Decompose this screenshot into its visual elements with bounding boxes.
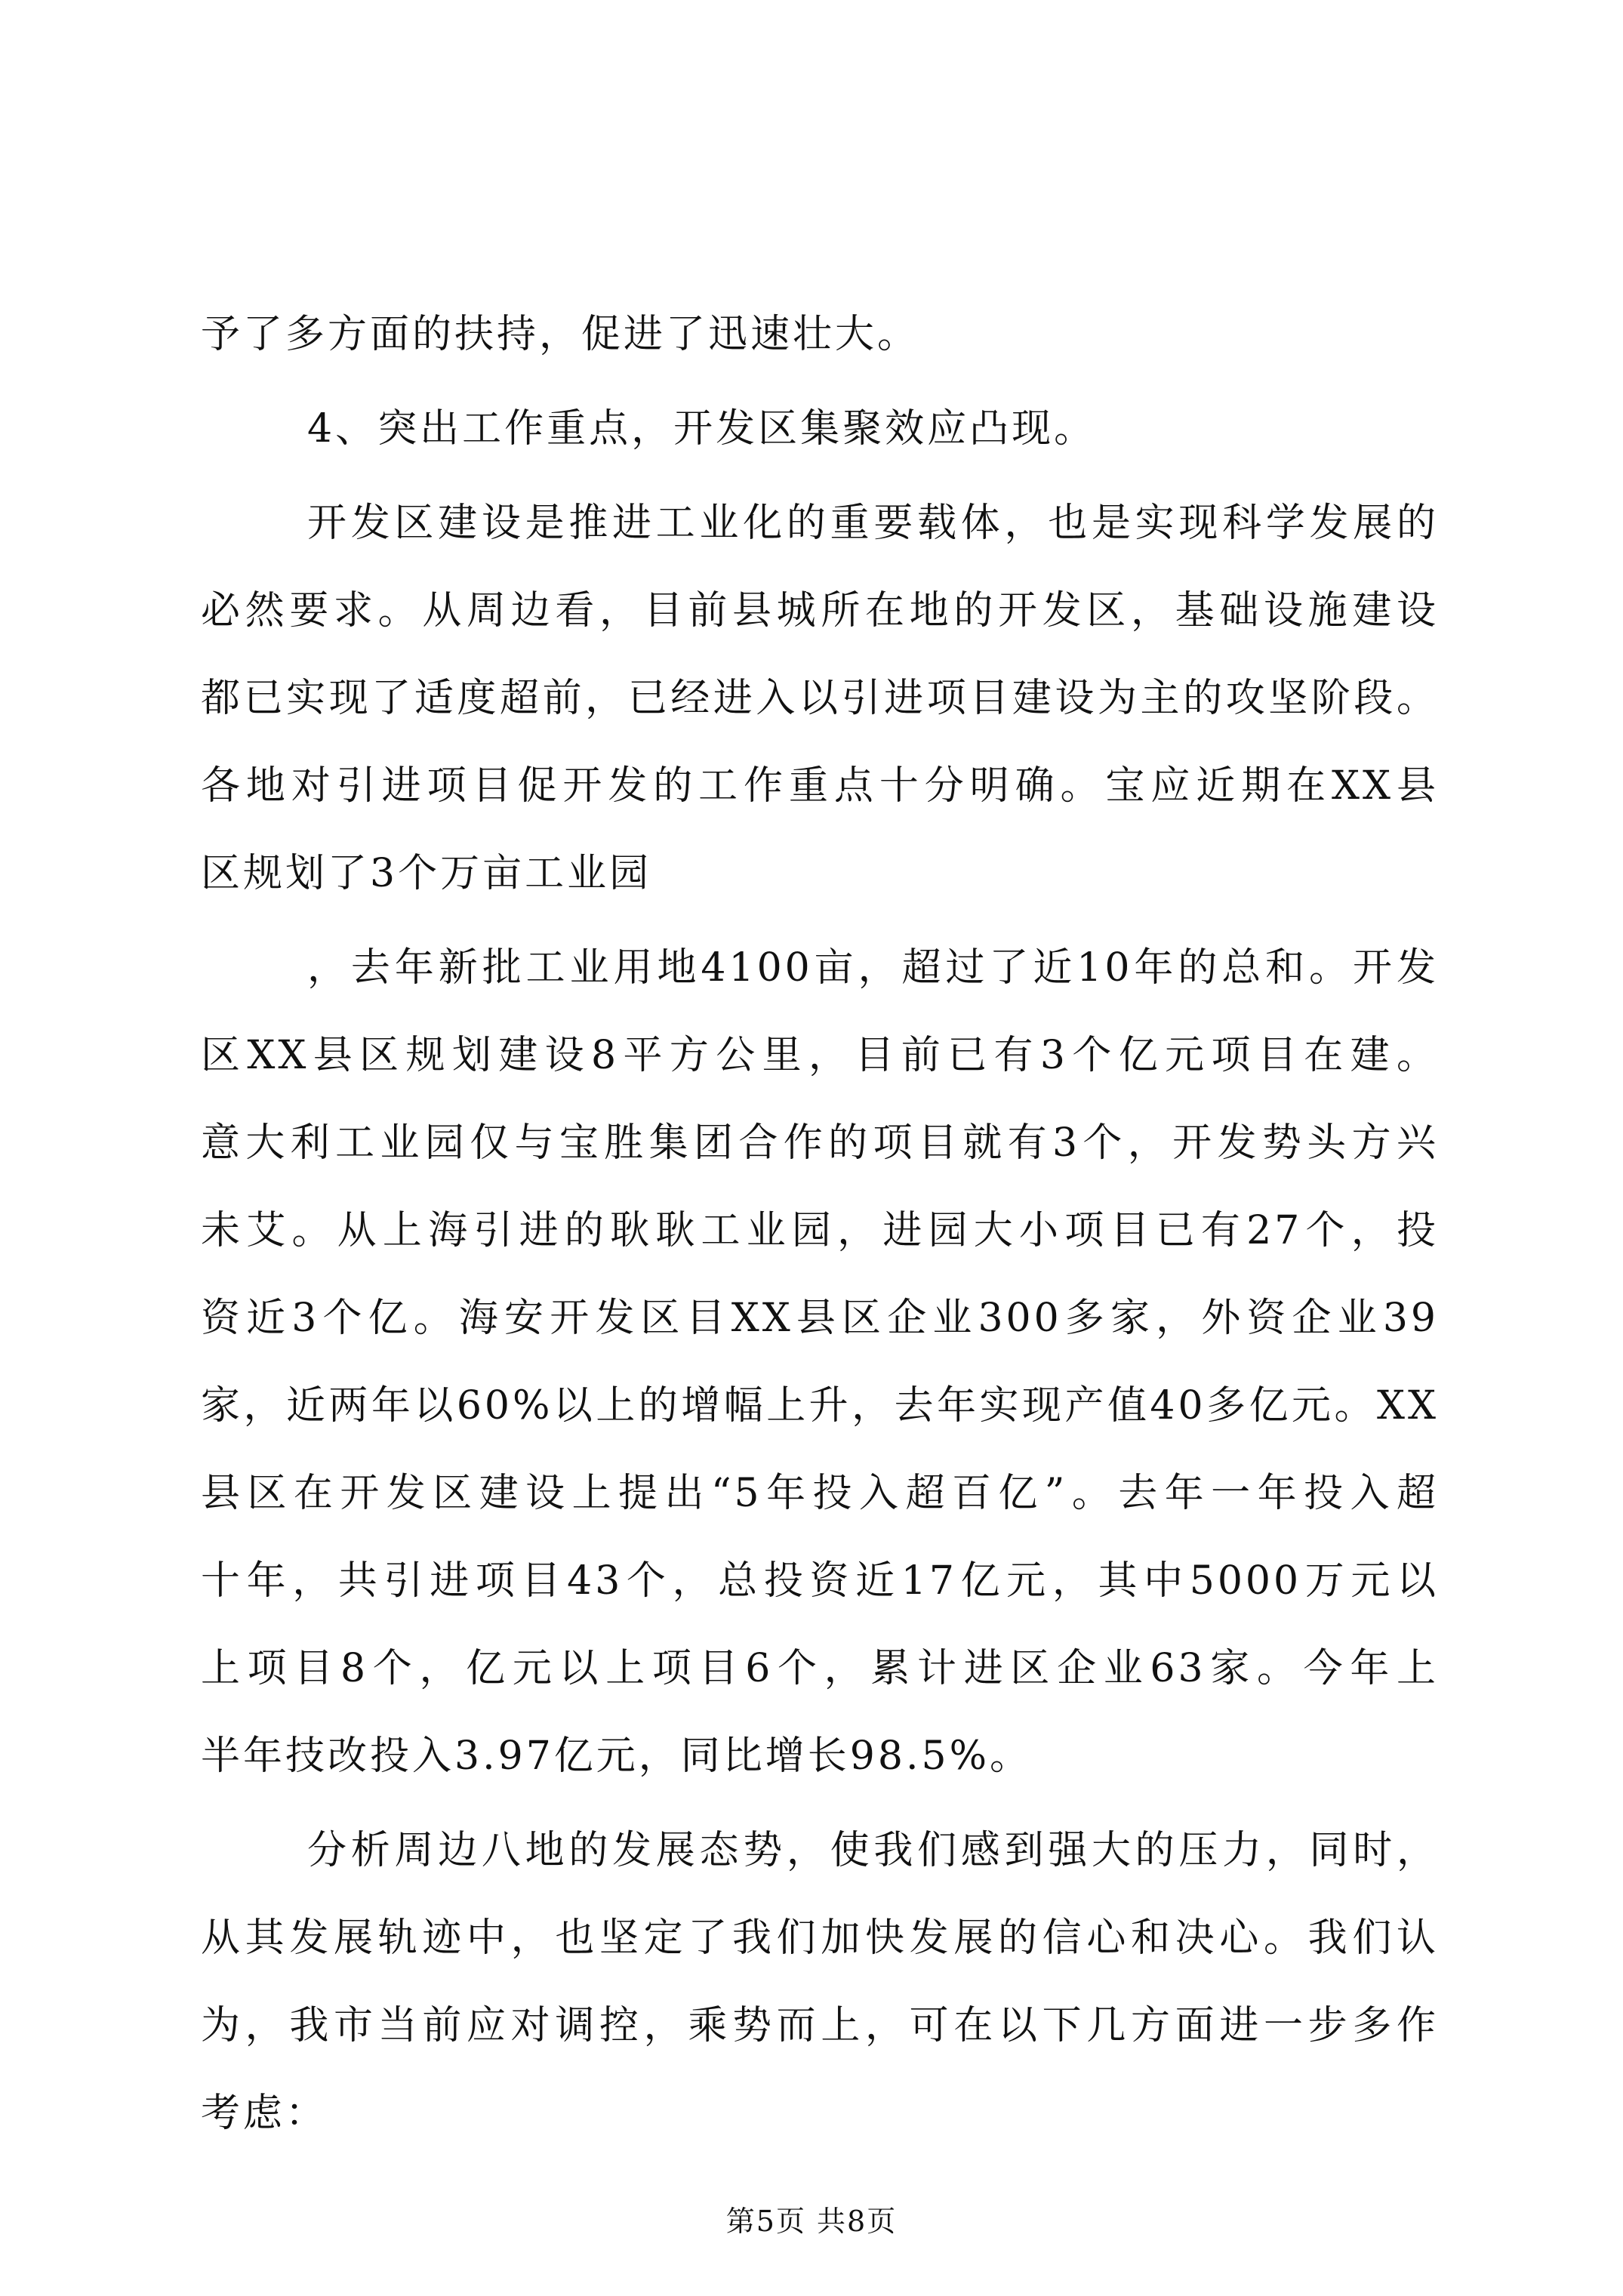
paragraph-line: 从其发展轨迹中，也坚定了我们加快发展的信心和决心。我们认	[201, 1915, 1439, 1961]
paragraph-line: 开发区建设是推进工业化的重要载体，也是实现科学发展的	[307, 501, 1439, 546]
paragraph-line: 予了多方面的扶持，促进了迅速壮大。	[201, 312, 920, 357]
page-number-footer: 第5页 共8页	[725, 2205, 898, 2238]
paragraph-line: 意大利工业园仅与宝胜集团合作的项目就有3个，开发势头方兴	[201, 1120, 1439, 1166]
paragraph-line: ，去年新批工业用地4100亩，超过了近10年的总和。开发	[307, 945, 1439, 991]
paragraph-line: 必然要求。从周边看，目前县城所在地的开发区，基础设施建设	[201, 588, 1439, 633]
paragraph-line: 县区在开发区建设上提出“5年投入超百亿”。去年一年投入超	[201, 1471, 1439, 1516]
paragraph-line: 区规划了3个万亩工业园	[201, 851, 652, 896]
paragraph-line: 家，近两年以60%以上的增幅上升，去年实现产值40多亿元。XX	[201, 1383, 1439, 1428]
paragraph-line: 未艾。从上海引进的耿耿工业园，进园大小项目已有27个，投	[201, 1208, 1439, 1253]
paragraph-line: 半年技改投入3.97亿元，同比增长98.5%。	[201, 1734, 1032, 1779]
paragraph-line: 十年，共引进项目43个，总投资近17亿元，其中5000万元以	[201, 1558, 1439, 1604]
paragraph-line: 各地对引进项目促开发的工作重点十分明确。宝应近期在XX县	[201, 763, 1439, 809]
paragraph-line: 为，我市当前应对调控，乘势而上，可在以下几方面进一步多作	[201, 2003, 1439, 2048]
section-heading: 4、突出工作重点，开发区集聚效应凸现。	[307, 406, 1097, 451]
paragraph-line: 区XX县区规划建设8平方公里，目前已有3个亿元项目在建。	[201, 1033, 1439, 1078]
paragraph-line: 上项目8个，亿元以上项目6个，累计进区企业63家。今年上	[201, 1646, 1439, 1691]
paragraph-line: 考虑：	[201, 2091, 328, 2136]
paragraph-line: 资近3个亿。海安开发区目XX县区企业300多家，外资企业39	[201, 1296, 1439, 1341]
paragraph-line: 都已实现了适度超前，已经进入以引进项目建设为主的攻坚阶段。	[201, 676, 1439, 721]
paragraph-line: 分析周边八地的发展态势，使我们感到强大的压力，同时，	[307, 1828, 1439, 1873]
